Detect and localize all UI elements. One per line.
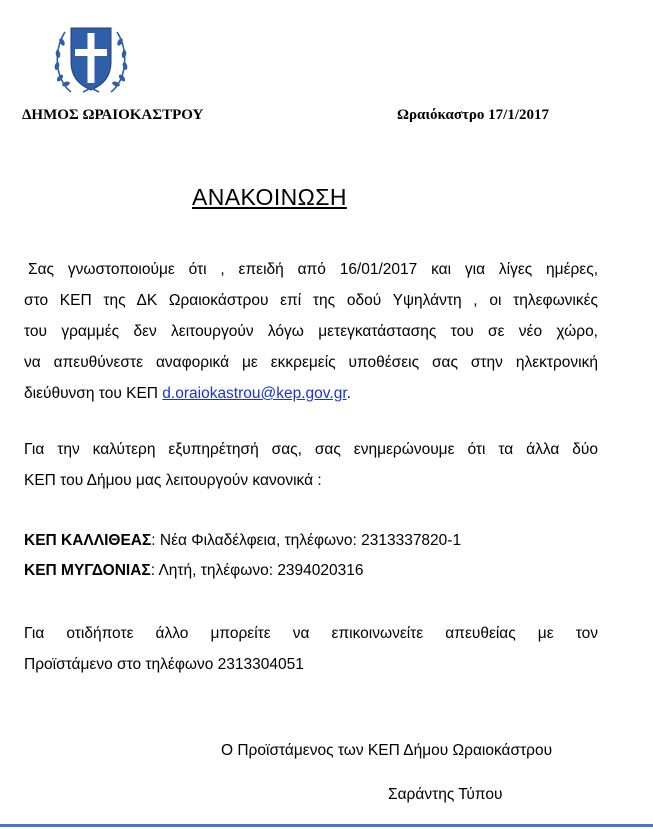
paragraph-line: Προϊστάμενο στο τηλέφωνο 2313304051 — [24, 656, 304, 673]
paragraph-line: στο ΚΕΠ της ΔΚ Ωραιοκάστρου επί της οδού Υψηλάντη , οι τηλεφωνικές — [24, 292, 598, 309]
signature-name: Σαράντης Τύπου — [388, 786, 503, 803]
paragraph-2 — [24, 434, 598, 496]
email-link[interactable]: d.oraiokastrou@kep.gov.gr — [162, 385, 347, 402]
office-name: ΚΕΠ ΚΑΛΛΙΘΕΑΣ — [24, 532, 152, 549]
paragraph-3 — [24, 618, 598, 680]
office-details: : Νέα Φιλαδέλφεια, τηλέφωνο: 2313337820-1 — [151, 532, 462, 549]
paragraph-line: Σας γνωστοποιούμε ότι , επειδή από 16/01/2017 και για λίγες ημέρες, — [28, 261, 598, 278]
signature-role: Ο Προϊστάμενος των ΚΕΠ Δήμου Ωραιοκάστρου — [221, 742, 553, 759]
greek-coat-of-arms-icon — [49, 20, 133, 100]
paragraph-line — [24, 378, 598, 409]
office-details: : Λητή, τηλέφωνο: 2394020316 — [150, 562, 364, 579]
paragraph-line: Για την καλύτερη εξυπηρέτησή σας, σας ενημερώνουμε ότι τα άλλα δύο — [24, 441, 598, 458]
bottom-divider — [0, 824, 653, 827]
paragraph-line: να απευθύνεστε αναφορικά με εκκρεμείς υποθέσεις σας στην ηλεκτρονική — [24, 354, 598, 371]
office-name: ΚΕΠ ΜΥΓΔΟΝΙΑΣ — [24, 562, 151, 579]
paragraph-line: Για οτιδήποτε άλλο μπορείτε να επικοινωνείτε απευθείας με τον — [24, 625, 598, 642]
announcement-title: ΑΝΑΚΟΙΝΩΣΗ — [192, 184, 347, 210]
office-kallitheas — [24, 532, 461, 550]
email-prefix: διεύθυνση του ΚΕΠ — [24, 385, 163, 402]
office-mygdonias — [24, 562, 364, 580]
paragraph-line: ΚΕΠ του Δήμου μας λειτουργούν κανονικά : — [24, 472, 322, 489]
paragraph-1 — [24, 254, 598, 409]
municipality-name: ΔΗΜΟΣ ΩΡΑΙΟΚΑΣΤΡΟΥ — [22, 107, 204, 123]
place-date: Ωραιόκαστρο 17/1/2017 — [397, 107, 550, 123]
paragraph-line: του γραμμές δεν λειτουργούν λόγω μετεγκατάστασης του σε νέο χώρο, — [24, 323, 598, 340]
email-suffix: . — [346, 385, 351, 402]
